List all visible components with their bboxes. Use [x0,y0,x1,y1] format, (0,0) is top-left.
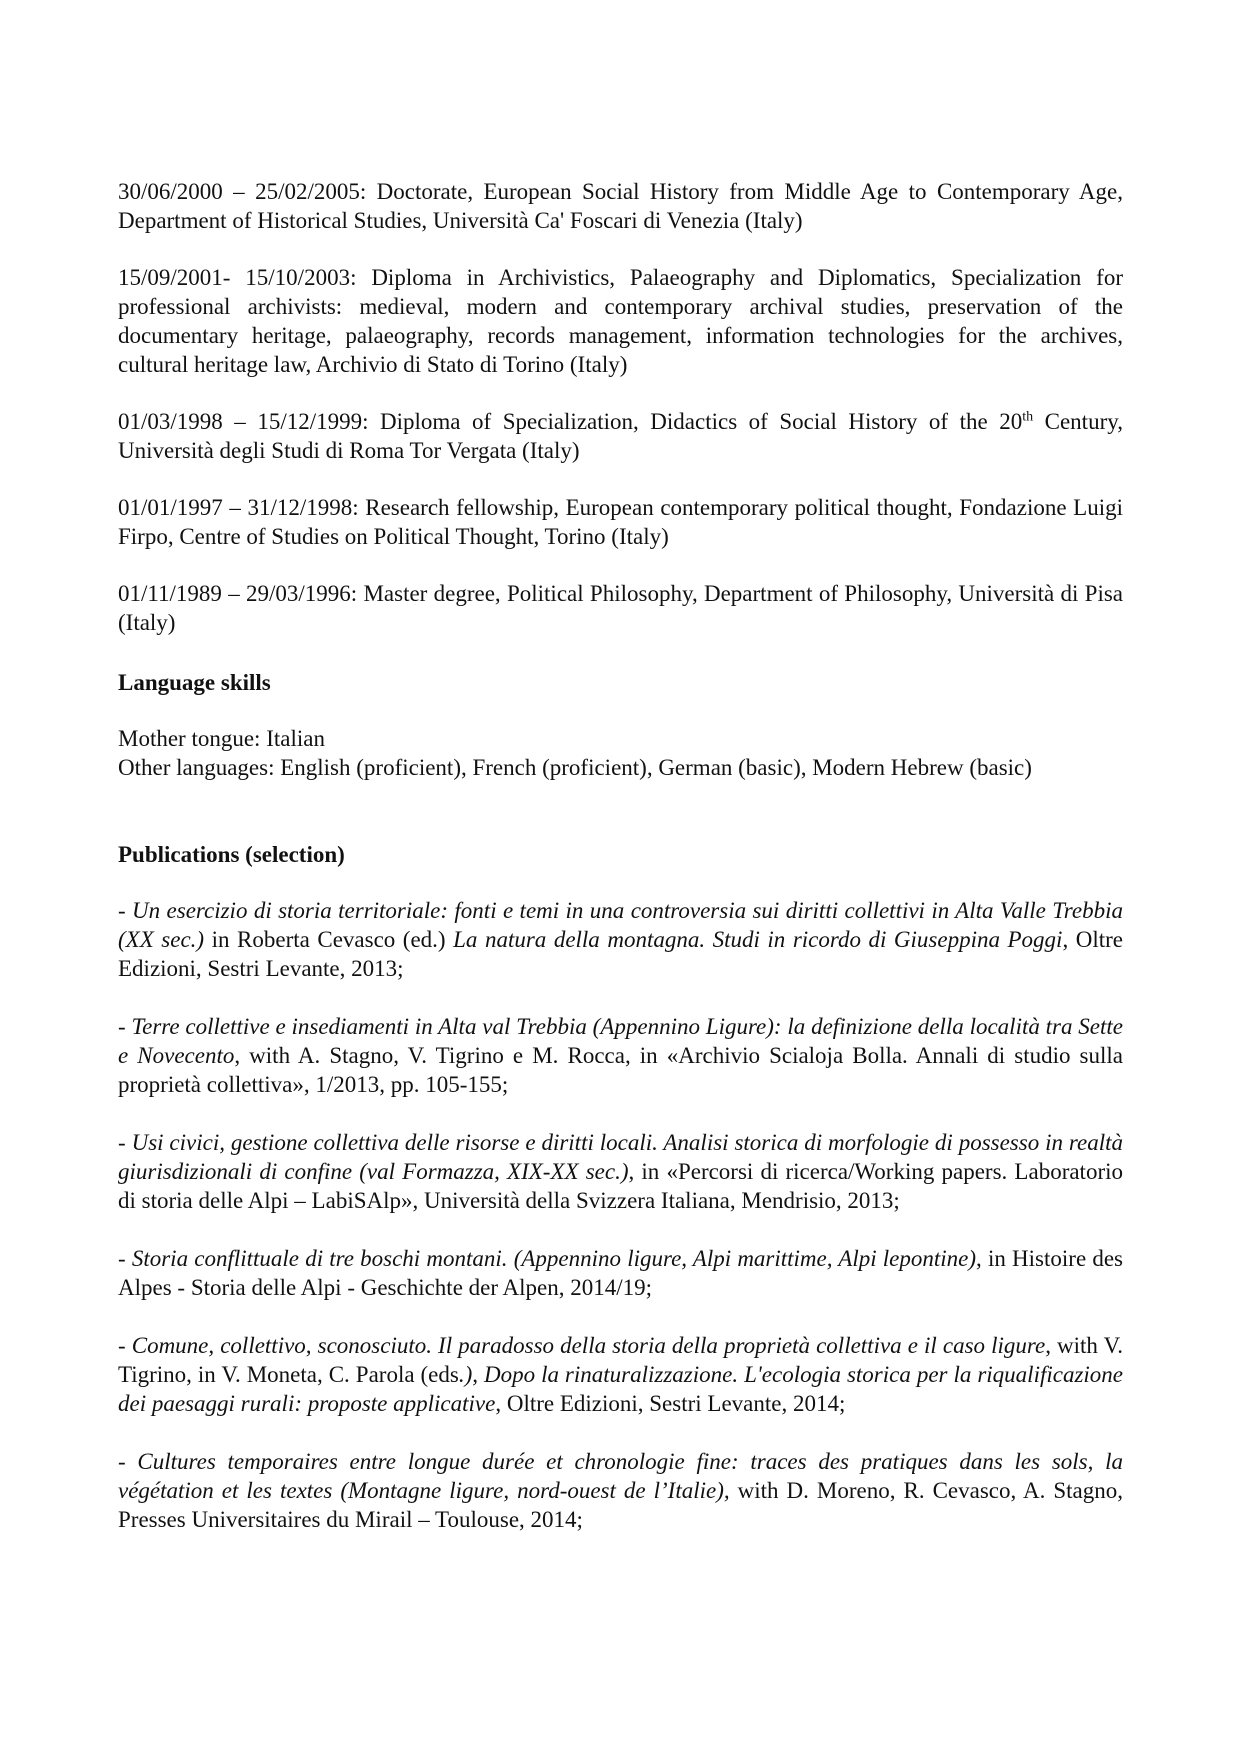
publication-title: Storia conflittuale di tre boschi montani. (Appennino ligure, Alpi marittime, Alpi lepontine) [131,1246,977,1271]
publication-title: Cultures temporaires entre longue durée et chronologie fine: traces des pratiques dans les sols, la végétation et les textes (Montagne ligure, nord-ouest de l’Italie), [118,1449,1123,1503]
publication-details: , Oltre Edizioni, Sestri Levante, 2013; [118,927,1123,981]
publication-title: Comune, collettivo, sconosciuto. Il paradosso della storia della proprietà collettiva e il caso ligure [131,1333,1046,1358]
publication-book-title: La natura della montagna. Studi in ricordo di Giuseppina Poggi [453,927,1063,952]
publication-item [118,896,1123,983]
publications-heading: Publications (selection) [118,842,345,867]
publication-book-title: .), Dopo la rinaturalizzazione. L'ecologia storica per la riqualificazione dei paesaggi rurali: proposte applicative [118,1362,1123,1416]
language-skills-heading: Language skills [118,670,271,695]
education-entry-master-degree: 01/11/1989 – 29/03/1996: Master degree, Political Philosophy, Department of Philosophy, Università di Pisa (Italy) [118,581,1123,635]
education-entry-archivistics-diploma: 15/09/2001- 15/10/2003: Diploma in Archivistics, Palaeography and Diplomatics, Specialization for professional archivists: medieval, modern and contemporary archival studies, preservation of the documentary heritage, palaeography, records management, information technologies for the archives, cultural heritage law, Archivio di Stato di Torino (Italy) [118,265,1123,377]
education-entry-research-fellowship: 01/01/1997 – 31/12/1998: Research fellowship, European contemporary political thought, Fondazione Luigi Firpo, Centre of Studies on Political Thought, Torino (Italy) [118,495,1123,549]
publication-dash: - [118,1246,132,1271]
ordinal-suffix: th [1022,409,1034,425]
education-entry-specialization-diploma [118,407,1123,465]
publication-dash: - [118,1449,138,1474]
publication-item [118,1331,1123,1418]
publication-dash: - [118,1014,132,1039]
education-section [118,177,1123,637]
mother-tongue-line: Mother tongue: Italian [118,726,325,751]
publication-details: , with A. Stagno, V. Tigrino e M. Rocca, in «Archivio Scialoja Bolla. Annali di studio sulla proprietà collettiva», 1/2013, pp. 105-155; [118,1043,1123,1097]
education-entry-doctorate: 30/06/2000 – 25/02/2005: Doctorate, European Social History from Middle Age to Contemporary Age, Department of Historical Studies, Università Ca' Foscari di Venezia (Italy) [118,179,1123,233]
other-languages-line: Other languages: English (proficient), French (proficient), German (basic), Modern Hebrew (basic) [118,755,1032,780]
publication-details: with D. Moreno, R. Cevasco, A. Stagno, Presses Universitaires du Mirail – Toulouse, 2014; [118,1478,1123,1532]
publication-item [118,1447,1123,1534]
publication-title: Un esercizio di storia territoriale: fonti e temi in una controversia sui diritti collettivi in Alta Valle Trebbia (XX sec.) [118,898,1123,952]
publication-dash: - [118,1333,132,1358]
publication-title: Usi civici, gestione collettiva delle risorse e diritti locali. Analisi storica di morfologie di possesso in realtà giurisdizionali di confine (val Formazza, XIX-XX sec.) [118,1130,1123,1184]
document-page [118,177,1123,1534]
publication-details: , with V. Tigrino, in V. Moneta, C. Parola (eds [118,1333,1123,1387]
publication-item [118,1244,1123,1302]
publication-details: , in Histoire des Alpes - Storia delle Alpi - Geschichte der Alpen, 2014/19; [118,1246,1123,1300]
publication-details: in Roberta Cevasco (ed.) [204,927,454,952]
publication-item [118,1128,1123,1215]
publications-list [118,896,1123,1534]
publication-dash: - [118,898,133,923]
publication-item [118,1012,1123,1099]
publication-dash: - [118,1130,132,1155]
publication-title: Terre collettive e insediamenti in Alta val Trebbia (Appennino Ligure): la definizione della località tra Sette e Novecento [118,1014,1123,1068]
education-entry-text: Century, Università degli Studi di Roma Tor Vergata (Italy) [118,409,1123,463]
education-entry-text: 01/03/1998 – 15/12/1999: Diploma of Specialization, Didactics of Social History of the 20 [118,409,1023,434]
publication-details: , Oltre Edizioni, Sestri Levante, 2014; [495,1391,846,1416]
publication-details: , in «Percorsi di ricerca/Working papers. Laboratorio di storia delle Alpi – LabiSAlp», Università della Svizzera Italiana, Mendrisio, 2013; [118,1159,1123,1213]
